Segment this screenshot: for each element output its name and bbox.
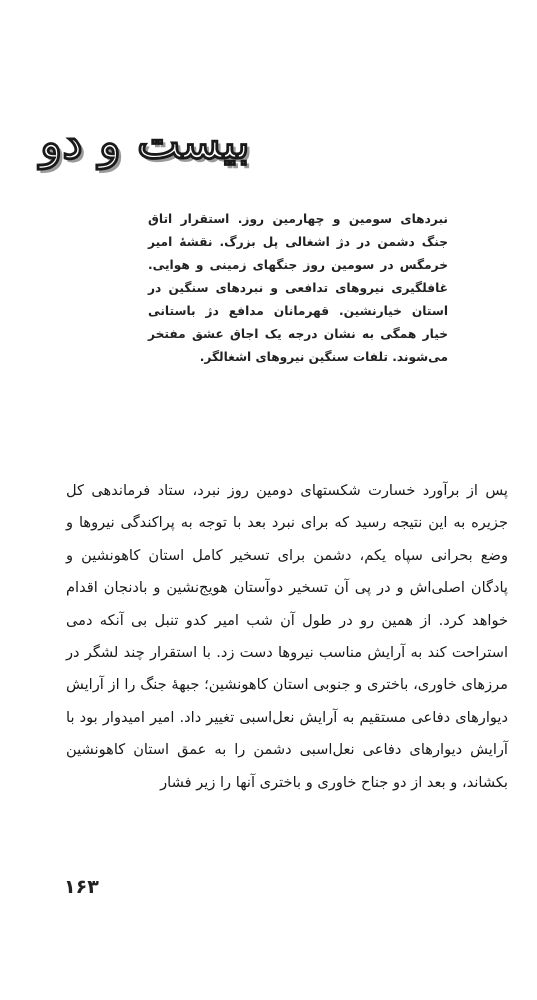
body-paragraph: پس از برآورد خسارت شکستهای دومین روز نبرد، ستاد فرماندهی کل جزیره به این نتیجه رسید که برای نبرد بعد با توجه به پراکندگی نیروها و وضع بحرانی سپاه یکم، دشمن برای تسخیر کامل استان کاهونشین و پادگان اصلی‌اش و در پی آن تسخیر دوآستان هویج‌نشین و بادنجان اقدام خواهد کرد. از همین رو در طول آن شب امیر کدو تنبل بی آنکه دمی استراحت کند به آرایش مناسب نیروها دست زد. با استقرار چند لشگر در مرزهای خاوری، باختری و جنوبی استان کاهونشین؛ جبههٔ جنگ را از آرایش دیوارهای دفاعی مستقیم به آرایش نعل‌اسبی تغییر داد. امیر امیدوار بود با آرایش دیوارهای دفاعی نعل‌اسبی دشمن را به عمق استان کاهونشین بکشاند، و بعد از دو جناح خاوری و باختری آنها را زیر فشار [66, 482, 508, 791]
chapter-summary: نبردهای سومین و چهارمین روز. استقرار اتاق جنگ دشمن در دژ اشغالی پل بزرگ. نقشهٔ امیر خرمگس در سومین روز جنگهای زمینی و هوایی. غافلگیری نیروهای تدافعی و نبردهای سنگین در استان خیارنشین. قهرمانان مدافع دژ باستانی خیار همگی به نشان درجه یک اجاق عشق مفتخر می‌شوند. تلفات سنگین نیروهای اشغالگر. [148, 212, 448, 364]
page-number: ۱۶۳ [64, 876, 99, 898]
chapter-title: بیست و دو [40, 115, 250, 169]
